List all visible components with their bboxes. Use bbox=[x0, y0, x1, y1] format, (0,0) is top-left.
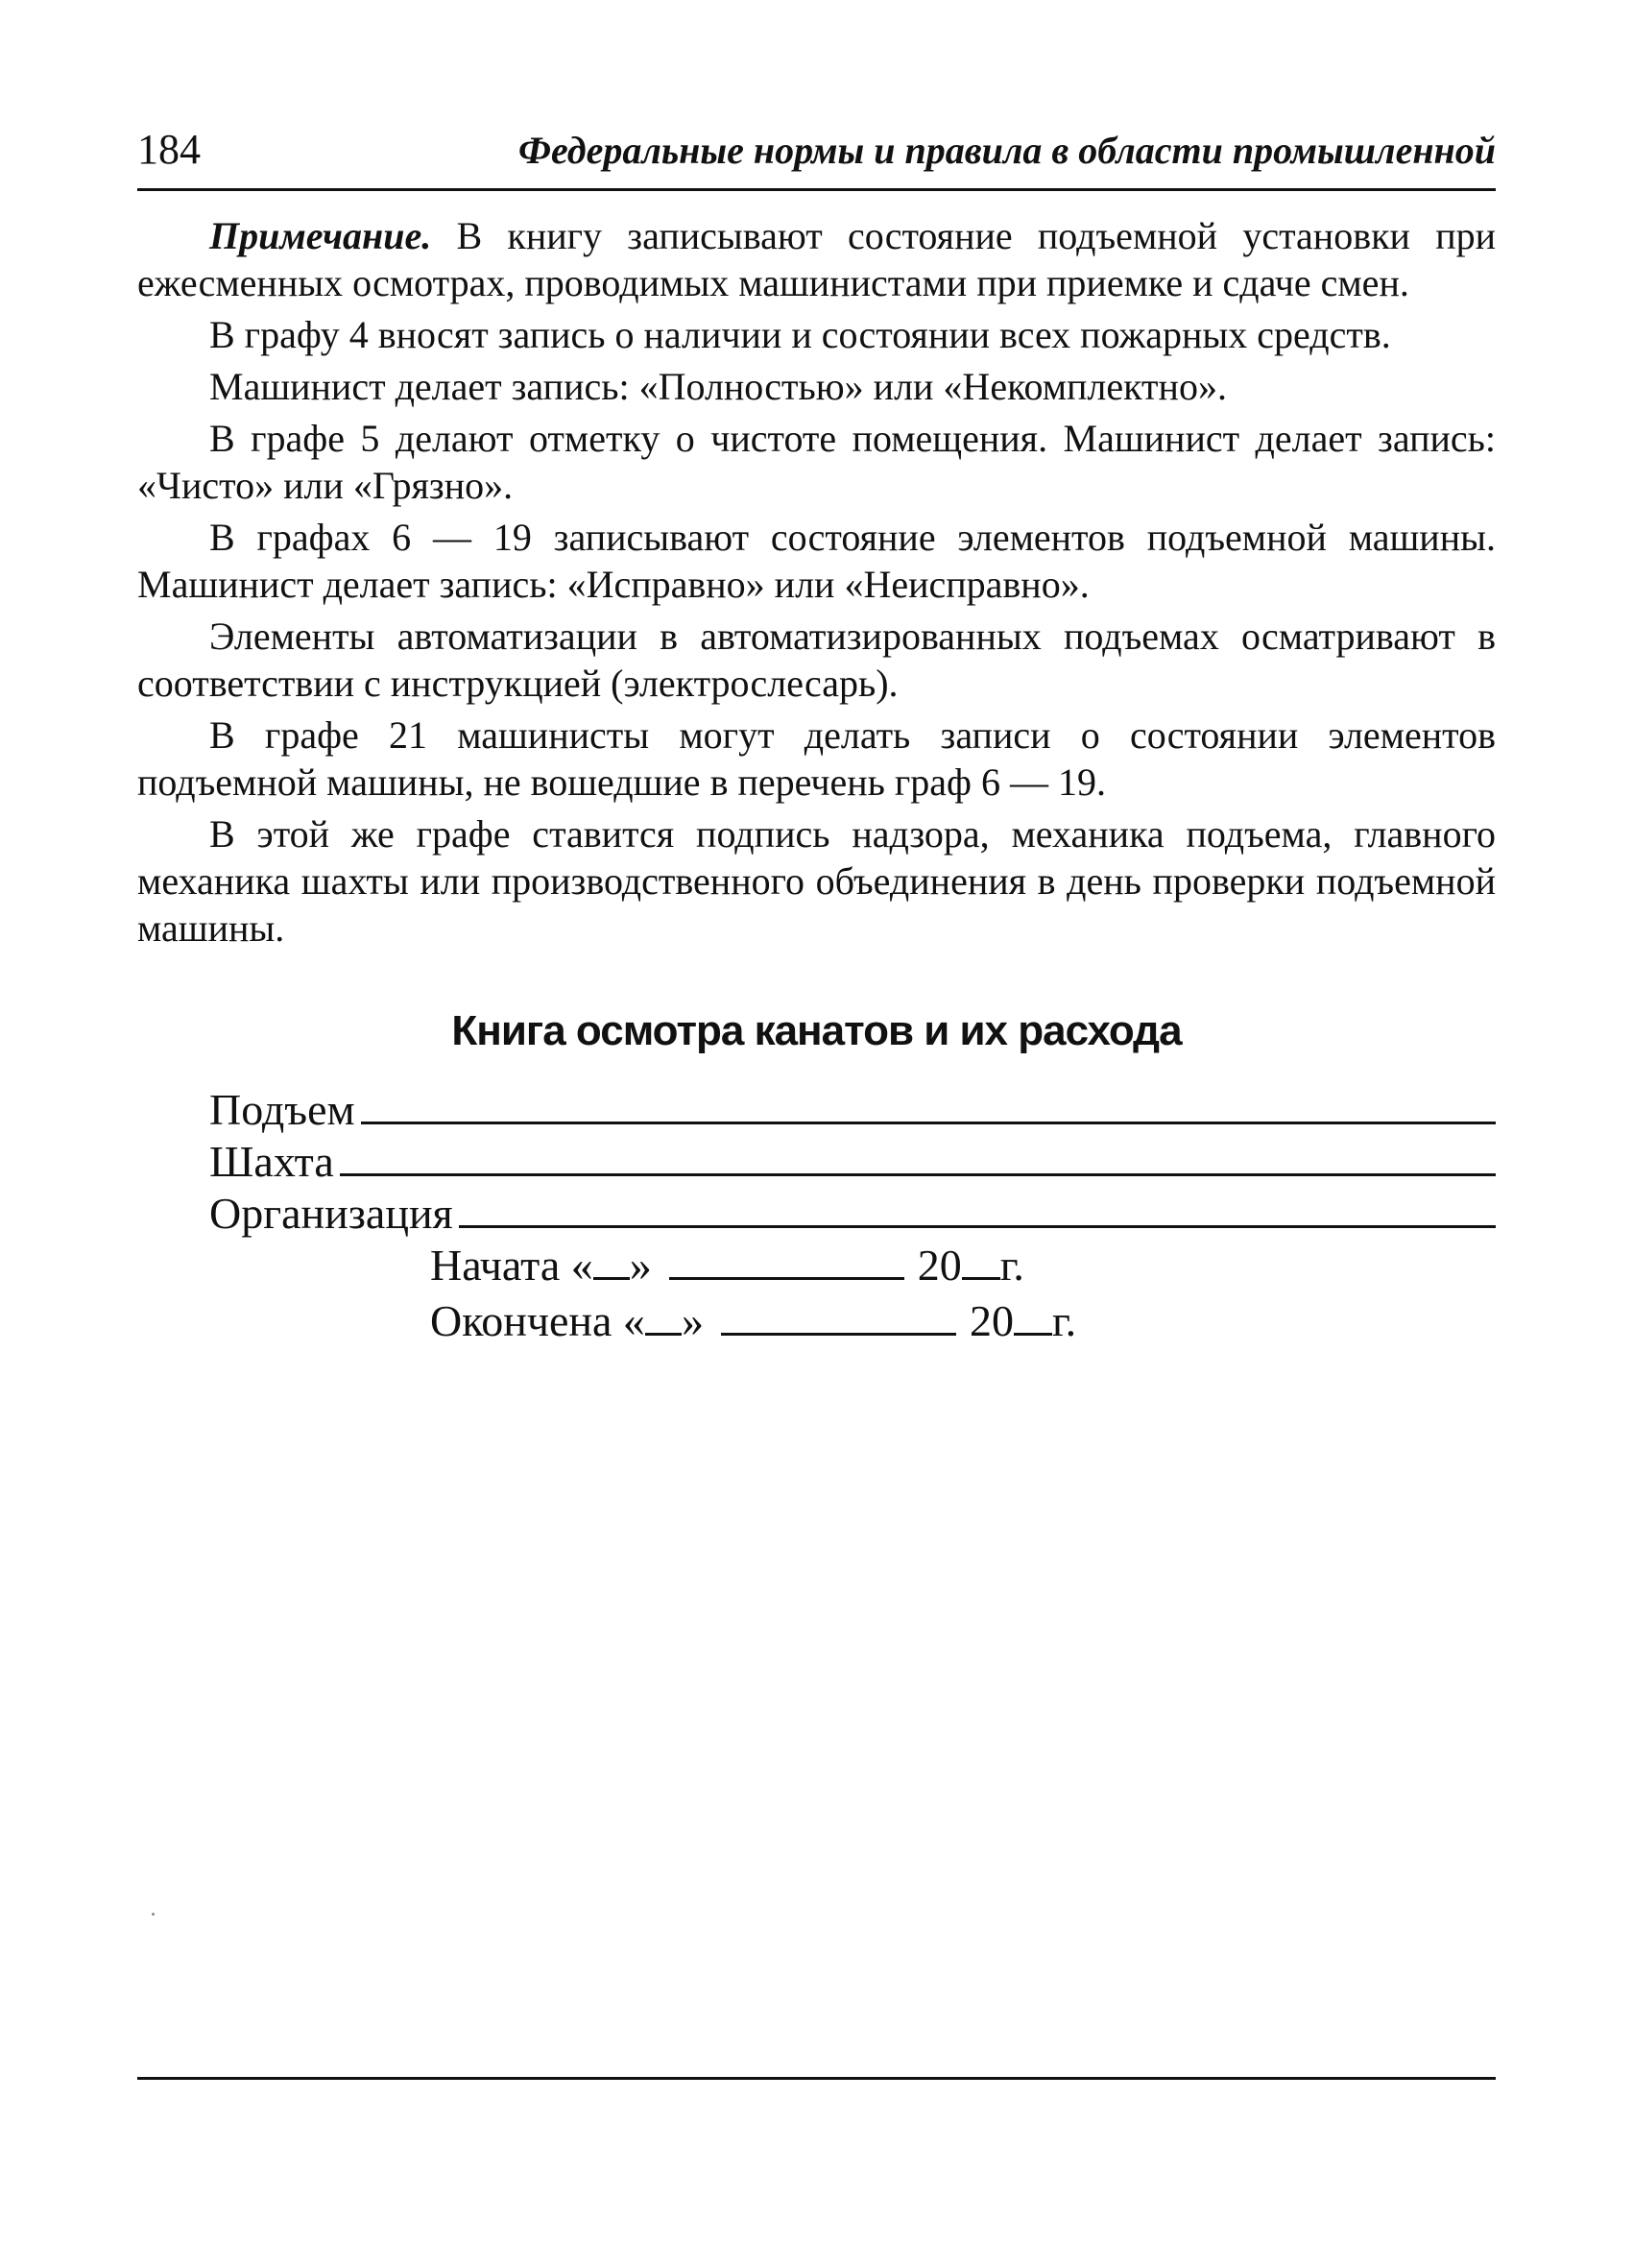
ended-month-blank bbox=[721, 1332, 956, 1336]
note-text: В книгу записывают состояние подъемной установки при ежесменных осмотрах, проводимых машинистами при приемке и сдаче смен. bbox=[137, 214, 1496, 304]
started-date-row bbox=[430, 1240, 1496, 1295]
paragraph: Элементы автоматизации в автоматизированных подъемах осматривают в соответствии с инструкцией (электрослесарь). bbox=[137, 615, 1496, 705]
paragraph: В этой же графе ставится подпись надзора, механика подъема, главного механика шахты или производственного объединения в день проверки подъемной машины. bbox=[137, 812, 1496, 950]
quote-close: » bbox=[629, 1241, 652, 1290]
ended-date-row bbox=[430, 1295, 1496, 1351]
organization-label: Организация bbox=[209, 1189, 453, 1238]
footer-rule bbox=[137, 2077, 1496, 2080]
lift-fill-line bbox=[361, 1122, 1496, 1124]
ended-year-blank bbox=[1014, 1332, 1052, 1336]
started-year-blank bbox=[962, 1276, 1000, 1280]
note-label: Примечание. bbox=[209, 214, 432, 257]
page-header bbox=[137, 125, 1496, 191]
year-suffix: г. bbox=[1051, 1296, 1077, 1345]
mine-fill-line bbox=[340, 1173, 1496, 1176]
quote-close: » bbox=[681, 1296, 704, 1345]
paragraph: В графе 21 машинисты могут делать записи о состоянии элементов подъемной машины, не вошедшие в перечень граф 6 — 19. bbox=[137, 713, 1496, 804]
year-prefix: 20 bbox=[917, 1241, 962, 1290]
page-number: 184 bbox=[137, 126, 201, 173]
ended-day-blank bbox=[645, 1332, 682, 1336]
started-month-blank bbox=[669, 1276, 904, 1280]
form-row-organization bbox=[209, 1188, 1496, 1240]
organization-fill-line bbox=[459, 1225, 1496, 1228]
year-prefix: 20 bbox=[969, 1296, 1014, 1345]
started-label: Начата « bbox=[430, 1241, 593, 1290]
scan-speck bbox=[152, 1913, 155, 1916]
ended-label: Окончена « bbox=[430, 1296, 645, 1345]
form-row-mine bbox=[209, 1136, 1496, 1188]
paragraph: Машинист делает запись: «Полностью» или «Некомплектно». bbox=[209, 365, 1227, 408]
paragraph: В графе 5 делают отметку о чистоте помещения. Машинист делает запись: «Чисто» или «Грязно». bbox=[137, 417, 1496, 507]
mine-label: Шахта bbox=[209, 1137, 334, 1186]
paragraph: В графу 4 вносят запись о наличии и состоянии всех пожарных средств. bbox=[209, 313, 1391, 356]
started-day-blank bbox=[593, 1276, 630, 1280]
body-text bbox=[137, 212, 1496, 952]
form-block bbox=[137, 1084, 1496, 1240]
year-suffix: г. bbox=[999, 1241, 1024, 1290]
form-row-lift bbox=[209, 1084, 1496, 1136]
page bbox=[137, 125, 1496, 1351]
paragraph: В графах 6 — 19 записывают состояние элементов подъемной машины. Машинист делает запись: «Исправно» или «Неисправно». bbox=[137, 516, 1496, 606]
paragraph-note bbox=[137, 212, 1496, 306]
lift-label: Подъем bbox=[209, 1085, 355, 1134]
section-title: Книга осмотра канатов и их расхода bbox=[451, 1007, 1182, 1054]
running-head: Федеральные нормы и правила в области промышленной bbox=[517, 129, 1496, 172]
